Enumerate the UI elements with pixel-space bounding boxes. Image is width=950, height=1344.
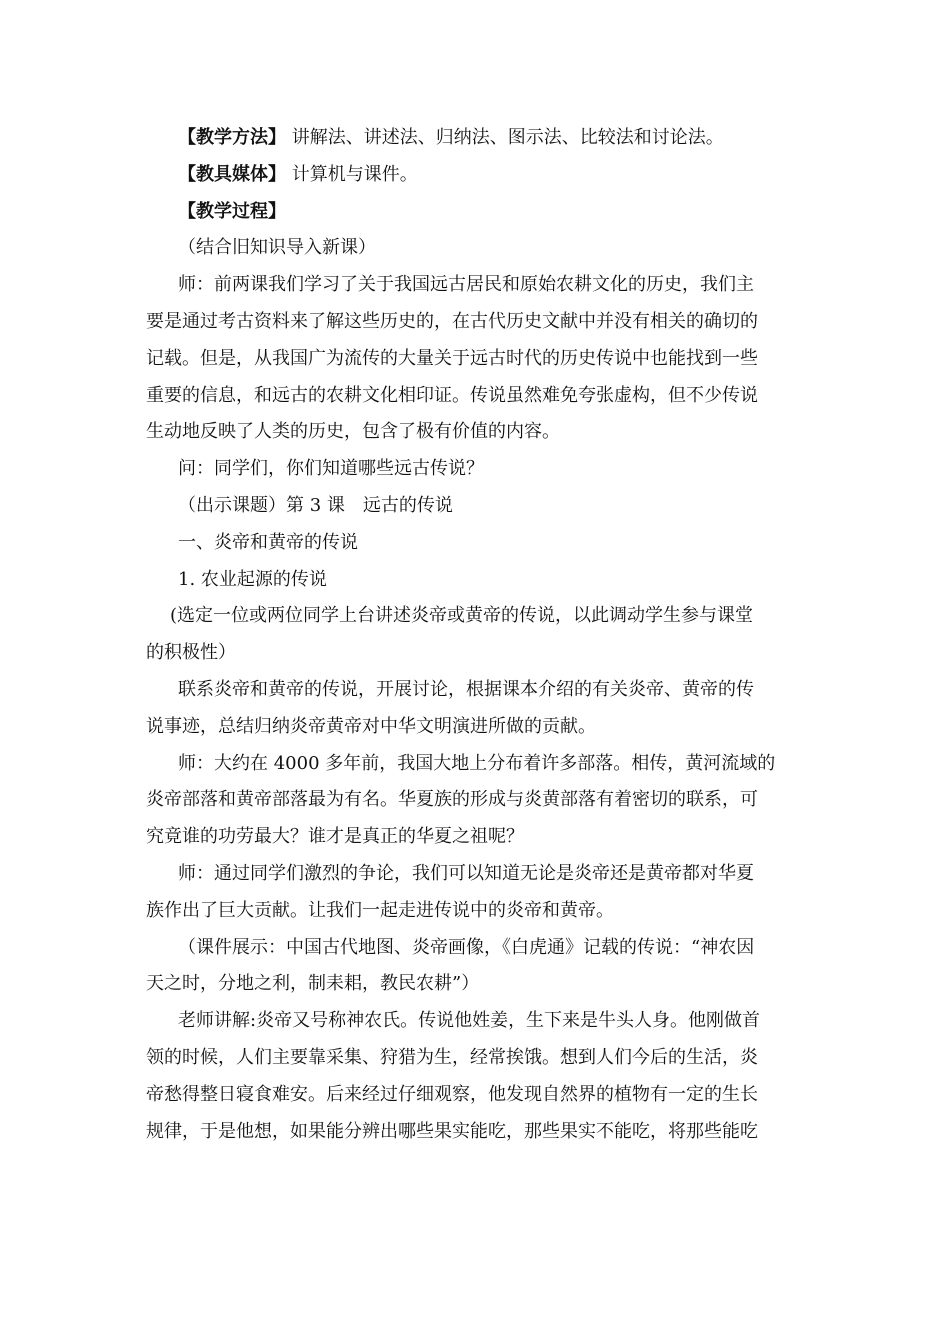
line-text: 族作出了巨大贡献。让我们一起走进传说中的炎帝和黄帝。 xyxy=(146,899,614,921)
line-text: 说事迹，总结归纳炎帝黄帝对中华文明演进所做的贡献。 xyxy=(146,715,596,737)
line-text: 问：同学们，你们知道哪些远古传说？ xyxy=(178,458,484,480)
text-line xyxy=(146,562,806,599)
line-text: 领的时候，人们主要靠采集、狩猎为生，经常挨饿。想到人们今后的生活，炎 xyxy=(146,1046,758,1068)
line-text: 生动地反映了人类的历史，包含了极有价值的内容。 xyxy=(146,421,560,443)
text-line xyxy=(146,709,806,746)
text-line xyxy=(146,746,806,783)
line-text: 老师讲解:炎帝又号称神农氏。传说他姓姜，生下来是牛头人身。他刚做首 xyxy=(178,1010,761,1032)
line-text: 计算机与课件。 xyxy=(291,163,418,185)
text-line xyxy=(146,672,806,709)
line-text: (选定一位或两位同学上台讲述炎帝或黄帝的传说，以此调动学生参与课堂 xyxy=(170,605,754,627)
text-line xyxy=(146,488,806,525)
line-text: 联系炎帝和黄帝的传说，开展讨论，根据课本介绍的有关炎帝、黄帝的传 xyxy=(178,678,754,700)
section-label: 【教学方法】 xyxy=(178,127,286,148)
line-text: （课件展示：中国古代地图、炎帝画像，《白虎通》记载的传说：“神农因 xyxy=(178,936,755,958)
line-text: 规律，于是他想，如果能分辨出哪些果实能吃，那些果实不能吃，将那些能吃 xyxy=(146,1120,758,1142)
text-line xyxy=(146,120,806,157)
text-line xyxy=(146,230,806,267)
line-text: 师：大约在 4000 多年前，我国大地上分布着许多部落。相传，黄河流域的 xyxy=(178,752,776,774)
text-line xyxy=(146,819,806,856)
line-text: 记载。但是，从我国广为流传的大量关于远古时代的历史传说中也能找到一些 xyxy=(146,347,758,369)
line-text: 师：通过同学们激烈的争论，我们可以知道无论是炎帝还是黄帝都对华夏 xyxy=(178,862,754,884)
document-body xyxy=(146,120,806,1150)
text-line xyxy=(146,893,806,930)
line-text: 要是通过考古资料来了解这些历史的，在古代历史文献中并没有相关的确切的 xyxy=(146,310,758,332)
line-text: 师：前两课我们学习了关于我国远古居民和原始农耕文化的历史，我们主 xyxy=(178,274,754,296)
text-line xyxy=(146,414,806,451)
text-line xyxy=(146,856,806,893)
line-text: 讲解法、讲述法、归纳法、图示法、比较法和讨论法。 xyxy=(291,127,724,148)
text-line xyxy=(146,930,806,967)
line-text: 究竟谁的功劳最大？谁才是真正的华夏之祖呢？ xyxy=(146,826,524,848)
text-line xyxy=(146,341,806,378)
line-text: （结合旧知识导入新课） xyxy=(178,237,376,259)
line-text: 天之时，分地之利，制耒耜，教民农耕”） xyxy=(146,973,480,995)
text-line xyxy=(146,451,806,488)
text-line xyxy=(146,194,806,231)
text-line xyxy=(146,1003,806,1040)
section-label: 【教具媒体】 xyxy=(178,163,286,185)
text-line xyxy=(146,635,806,672)
text-line xyxy=(146,157,806,194)
text-line xyxy=(146,782,806,819)
text-line xyxy=(146,267,806,304)
line-text: 一、炎帝和黄帝的传说 xyxy=(178,531,358,553)
line-text: 炎帝部落和黄帝部落最为有名。华夏族的形成与炎黄部落有着密切的联系，可 xyxy=(146,789,758,811)
line-text: 重要的信息，和远古的农耕文化相印证。传说虽然难免夸张虚构，但不少传说 xyxy=(146,384,758,406)
text-line xyxy=(146,378,806,415)
text-line xyxy=(146,525,806,562)
text-line xyxy=(146,1114,806,1151)
line-text: （出示课题）第 3 课 远古的传说 xyxy=(178,494,453,516)
line-text: 的积极性） xyxy=(146,642,236,664)
section-label: 【教学过程】 xyxy=(178,200,286,222)
line-text: 帝愁得整日寝食难安。后来经过仔细观察，他发现自然界的植物有一定的生长 xyxy=(146,1083,758,1105)
text-line xyxy=(146,1077,806,1114)
text-line xyxy=(146,304,806,341)
text-line xyxy=(146,1040,806,1077)
text-line xyxy=(146,598,806,635)
line-text: 1. 农业起源的传说 xyxy=(178,568,327,590)
text-line xyxy=(146,966,806,1003)
